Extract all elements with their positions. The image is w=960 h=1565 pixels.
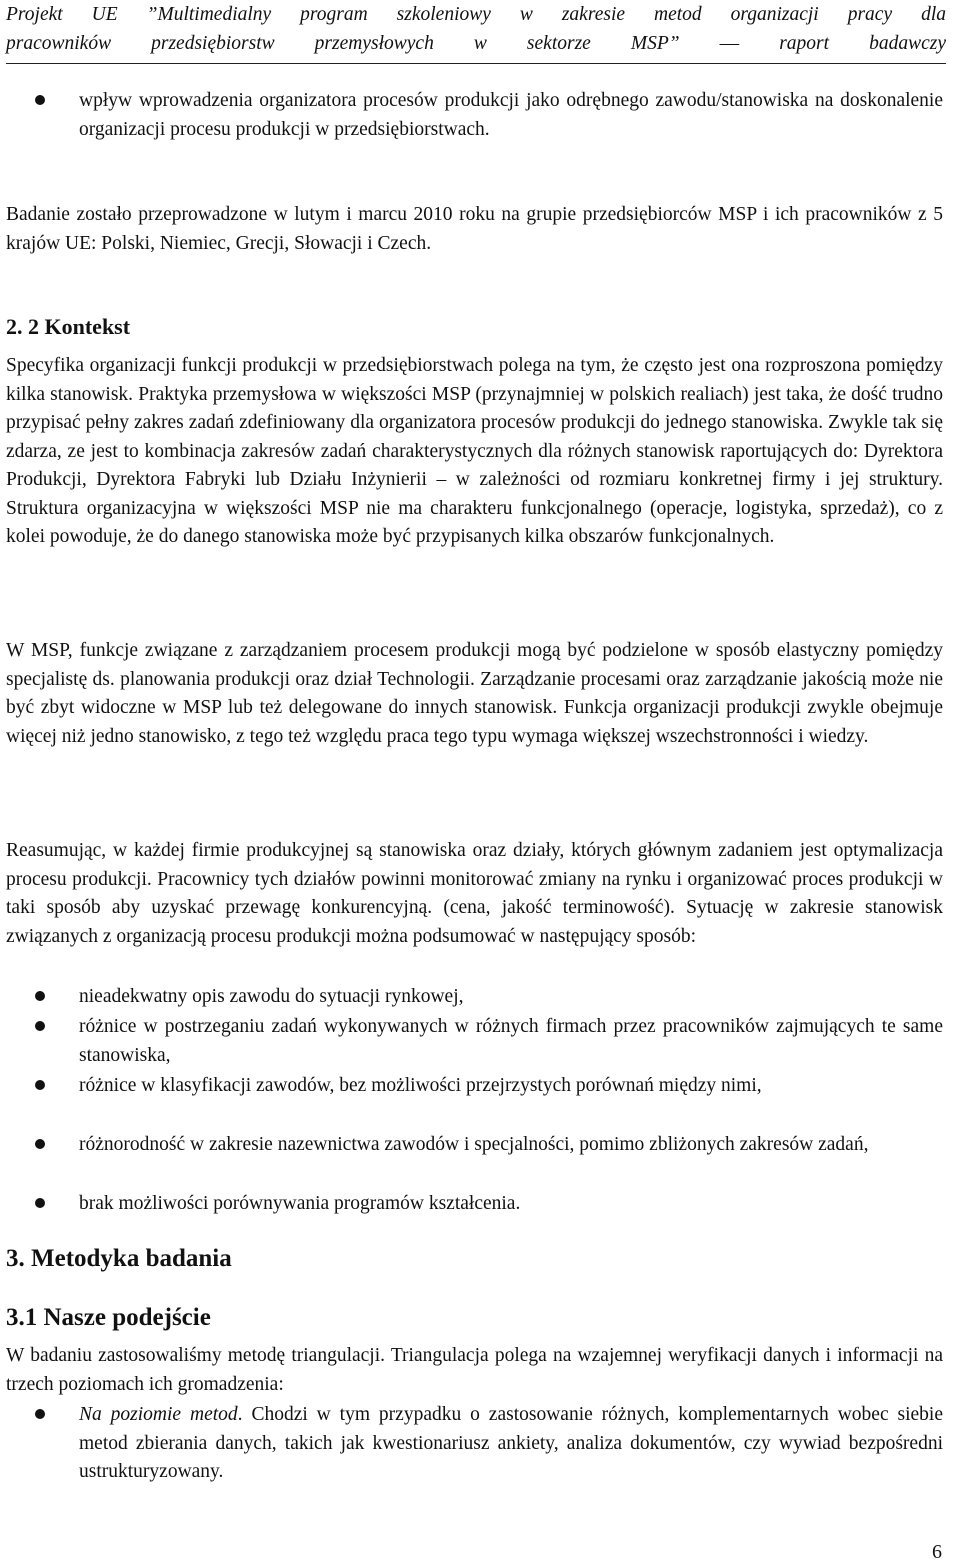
list-item-text: wpływ wprowadzenia organizatora procesów produkcji jako odrębnego zawodu/stanowiska na doskonalenie organizacji procesu produkcji w przedsiębiorstwach.	[79, 90, 943, 140]
list-item-text: brak możliwości porównywania programów kształcenia.	[79, 1193, 521, 1214]
list-item-text	[79, 1401, 943, 1487]
list-item-text: różnice w klasyfikacji zawodów, bez możliwości przejrzystych porównań między nimi,	[79, 1075, 762, 1096]
bullet-icon	[35, 1021, 45, 1031]
list-item-text: różnice w postrzeganiu zadań wykonywanych w różnych firmach przez pracowników zajmujących te same stanowiska,	[79, 1016, 943, 1066]
bullet-icon	[35, 1198, 45, 1208]
page-number: 6	[932, 1541, 942, 1563]
header-divider	[6, 63, 946, 64]
section-heading-metodyka: 3. Metodyka badania	[6, 1245, 232, 1272]
header-line-1: Projekt UE ”Multimedialny program szkoleniowy w zakresie metod organizacji pracy dla	[6, 4, 946, 25]
paragraph-kontekst-3: Reasumując, w każdej firmie produkcyjnej są stanowiska oraz działy, których głównym zadaniem jest optymalizacja procesu produkcji. Pracownicy tych działów powinni monitorować zmiany na rynku i organizować proces produkcji w taki sposób aby uzyskać przewagę konkurencyjną. (cena, jakość terminowość). Sytuację w zakresie stanowisk związanych z organizacją procesu produkcji można podsumować w następujący sposób:	[6, 840, 943, 947]
bullet-icon	[35, 991, 45, 1001]
list-item-rest: . Chodzi w tym przypadku o zastosowanie różnych, komplementarnych wobec siebie metod zbierania danych, takich jak kwestionariusz ankiety, analiza dokumentów, czy wywiad bezpośredni ustrukturyzowany.	[79, 1404, 944, 1482]
emphasized-term: Na poziomie metod	[79, 1404, 238, 1425]
header-line-2: pracowników przedsiębiorstw przemysłowych w sektorze MSP” ― raport badawczy	[6, 33, 946, 54]
list-item-text: nieadekwatny opis zawodu do sytuacji rynkowej,	[79, 986, 464, 1007]
bullet-icon	[35, 1080, 45, 1090]
section-heading-podejscie: 3.1 Nasze podejście	[6, 1304, 211, 1331]
running-header	[6, 0, 946, 58]
bullet-icon	[35, 1409, 45, 1419]
list-item-text: różnorodność w zakresie nazewnictwa zawodów i specjalności, pomimo zbliżonych zakresów zadań,	[79, 1134, 869, 1155]
bullet-icon	[35, 1139, 45, 1149]
paragraph-kontekst-1: Specyfika organizacji funkcji produkcji w przedsiębiorstwach polega na tym, że często jest ona rozproszona pomiędzy kilka stanowisk. Praktyka przemysłowa w większości MSP (przynajmniej w polskich realiach) jest taka, że dość trudno przypisać pełny zakres zadań zdefiniowany dla organizatora procesów produkcji do jednego stanowiska. Zwykle tak się zdarza, ze jest to kombinacja zakresów zadań charakterystycznych dla różnych stanowisk raportujących do: Dyrektora Produkcji, Dyrektora Fabryki lub Działu Inżynierii – w zależności od rozmiaru konkretnej firmy i jej struktury. Struktura organizacyjna w większości MSP nie ma charakteru funkcjonalnego (operacje, logistyka, sprzedaż), co z kolei powoduje, że do danego stanowiska może być przypisanych kilka obszarów funkcjonalnych.	[6, 355, 943, 547]
paragraph-podejscie: W badaniu zastosowaliśmy metodę triangulacji. Triangulacja polega na wzajemnej weryfikacji danych i informacji na trzech poziomach ich gromadzenia:	[6, 1345, 943, 1395]
paragraph-kontekst-2: W MSP, funkcje związane z zarządzaniem procesem produkcji mogą być podzielone w sposób elastyczny pomiędzy specjalistę ds. planowania produkcji oraz dział Technologii. Zarządzanie procesami oraz zarządzanie jakością może nie być zbyt widoczne w MSP lub też delegowane do innych stanowisk. Funkcja organizacji produkcji zwykle obejmuje więcej niż jedno stanowisko, z tego też względu praca tego typu wymaga większej wszechstronności i wiedzy.	[6, 640, 943, 747]
section-heading-kontekst: 2. 2 Kontekst	[6, 314, 131, 339]
paragraph-badanie: Badanie zostało przeprowadzone w lutym i marcu 2010 roku na grupie przedsiębiorców MSP i ich pracowników z 5 krajów UE: Polski, Niemiec, Grecji, Słowacji i Czech.	[6, 204, 943, 254]
bullet-icon	[35, 95, 45, 105]
